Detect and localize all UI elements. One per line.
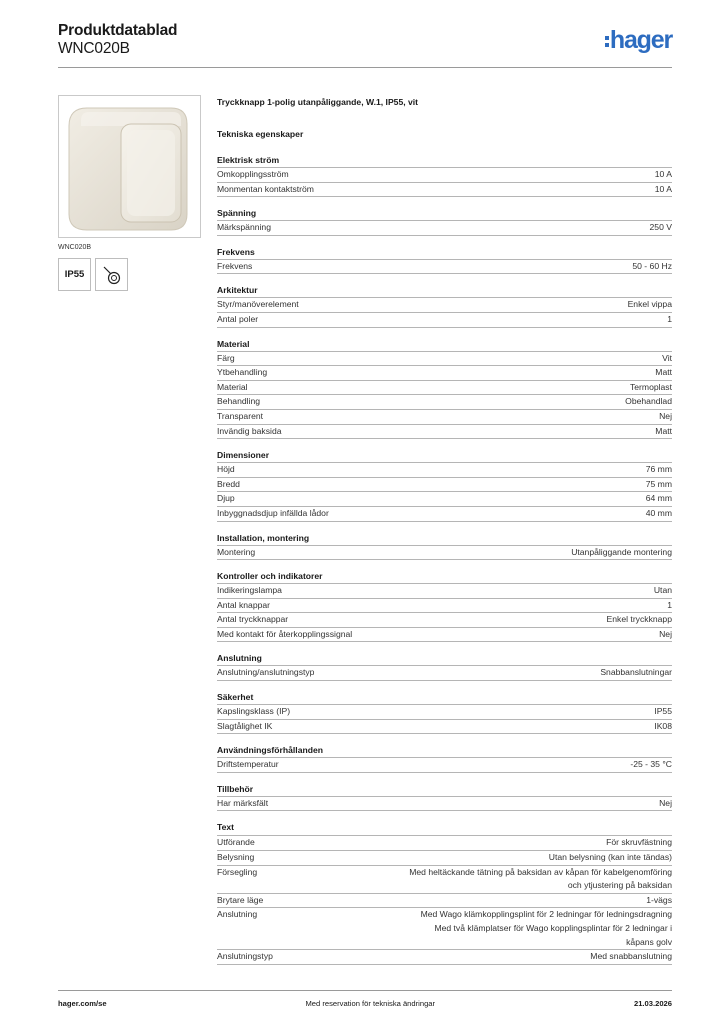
group-title: Spänning	[217, 208, 257, 219]
spec-label: Indikeringslampa	[217, 585, 282, 596]
logo-text: hager	[609, 25, 672, 54]
spec-row	[217, 312, 672, 328]
group-title: Elektrisk ström	[217, 155, 280, 165]
group-title: Text	[217, 822, 672, 836]
spec-label: Antal poler	[217, 313, 259, 324]
page-header	[58, 22, 672, 68]
spec-label: Invändig baksida	[217, 425, 282, 436]
spec-row	[217, 380, 672, 395]
group-title: Arkitektur	[217, 285, 258, 296]
spec-value: 10 A	[654, 169, 672, 179]
spec-row	[217, 394, 672, 409]
spec-group	[217, 285, 672, 327]
spec-row	[217, 462, 672, 477]
spec-label: Frekvens	[217, 260, 253, 271]
ip-rating-badge	[58, 258, 91, 291]
spec-value: Utan	[653, 585, 672, 596]
logo-dots-icon	[605, 36, 609, 47]
spec-label: Styr/manöverelement	[217, 299, 299, 310]
spec-label: Behandling	[217, 396, 261, 407]
spec-row	[217, 351, 672, 366]
footer-disclaimer: Med reservation för tekniska ändringar	[305, 999, 436, 1008]
spec-row	[217, 836, 672, 851]
spec-row	[217, 424, 672, 440]
spec-value: Obehandlad	[625, 396, 672, 407]
group-title: Användningsförhållanden	[217, 745, 323, 756]
spec-value: Nej	[659, 410, 672, 421]
spec-group	[217, 247, 672, 275]
spec-group	[217, 339, 672, 440]
spec-value: Med Wago klämkopplingsplint för 2 ledningar för ledningsdragning Med två klämplatser för Wago kopplingsplintar för 2 ledningar i kåpans golv	[420, 909, 672, 947]
spec-value: 1-vägs	[646, 894, 672, 905]
spec-label: Driftstemperatur	[217, 759, 279, 770]
spec-row	[217, 851, 672, 866]
spec-value: 250 V	[649, 222, 672, 233]
spec-label: Ytbehandling	[217, 367, 268, 378]
hager-logo	[605, 26, 672, 54]
spec-label: Transparent	[217, 410, 264, 421]
group-title: Material	[217, 338, 250, 349]
spec-label: Belysning	[217, 852, 255, 863]
spec-value: 64 mm	[645, 493, 672, 504]
spec-label: Med kontakt för återkopplingssignal	[217, 628, 353, 639]
spec-value: Snabbanslutningar	[600, 667, 672, 678]
spec-label: Brytare läge	[217, 894, 264, 905]
group-title: Installation, montering	[217, 532, 310, 543]
page-footer	[58, 990, 672, 1008]
spec-label: Färg	[217, 352, 235, 363]
footer-date: 21.03.2026	[633, 999, 672, 1008]
spec-groups	[217, 155, 672, 811]
spec-value: Nej	[659, 628, 672, 639]
spec-label: Bredd	[217, 478, 240, 489]
spec-value: 1	[667, 313, 672, 324]
specs-title: Tekniska egenskaper	[217, 129, 304, 139]
group-title: Dimensioner	[217, 450, 270, 461]
footer-website: hager.com/se	[58, 999, 107, 1008]
text-group	[217, 822, 672, 964]
spec-value: -25 - 35 °C	[630, 759, 672, 770]
spec-row	[217, 182, 672, 198]
spec-label: Monmentan kontaktström	[217, 183, 314, 194]
spec-content	[217, 97, 672, 976]
spec-row	[217, 612, 672, 627]
spec-label: Material	[217, 381, 248, 392]
spec-row	[217, 866, 672, 894]
spec-label: Höjd	[217, 464, 235, 475]
spec-value: IK08	[654, 720, 672, 731]
spec-row	[217, 506, 672, 522]
document-title: Produktdatablad	[58, 22, 178, 39]
spec-row	[217, 259, 672, 275]
spec-group	[217, 533, 672, 561]
spec-row	[217, 908, 672, 950]
spec-group	[217, 155, 672, 197]
spec-group	[217, 208, 672, 236]
spec-label: Kapslingsklass (IP)	[217, 706, 291, 717]
spec-value: 40 mm	[645, 507, 672, 518]
spec-row	[217, 894, 672, 909]
spec-value: Matt	[655, 425, 672, 436]
spec-group	[217, 745, 672, 773]
spec-row	[217, 365, 672, 380]
spec-label: Har märksfält	[217, 797, 269, 808]
spec-value: 75 mm	[645, 478, 672, 489]
spec-value: Vit	[662, 352, 672, 363]
spec-group	[217, 571, 672, 642]
spec-group	[217, 784, 672, 812]
spec-value: Med snabbanslutning	[590, 951, 672, 962]
spec-label: Djup	[217, 493, 235, 504]
spec-value: Utan belysning (kan inte tändas)	[548, 852, 672, 863]
group-title: Anslutning	[217, 653, 262, 664]
spec-row	[217, 167, 672, 182]
spec-row	[217, 719, 672, 735]
spec-label: Montering	[217, 546, 256, 557]
spec-row	[217, 757, 672, 773]
spec-value: 10 A	[654, 183, 672, 194]
spec-group	[217, 692, 672, 734]
group-title: Frekvens	[217, 246, 255, 257]
spec-label: Utförande	[217, 837, 255, 848]
spec-label: Omkopplingsström	[217, 169, 289, 179]
spec-value: För skruvfästning	[606, 837, 672, 848]
image-caption: WNC020B	[58, 244, 92, 251]
group-title: Tillbehör	[217, 783, 254, 794]
spec-row	[217, 796, 672, 812]
spec-row	[217, 950, 672, 965]
product-description: Tryckknapp 1-polig utanpåliggande, W.1, IP55, vit	[217, 97, 419, 107]
spec-row	[217, 598, 672, 613]
spec-row	[217, 297, 672, 312]
screw-terminal-icon	[101, 264, 123, 286]
spec-value: IP55	[654, 706, 672, 717]
spec-row	[217, 477, 672, 492]
spec-row	[217, 665, 672, 681]
spec-value: Enkel tryckknapp	[606, 614, 672, 625]
spec-label: Slagtålighet IK	[217, 720, 273, 731]
spec-label: Inbyggnadsdjup infällda lådor	[217, 507, 329, 518]
group-title: Kontroller och indikatorer	[217, 571, 323, 582]
spec-value: Matt	[655, 367, 672, 378]
spec-group	[217, 450, 672, 521]
spec-row	[217, 491, 672, 506]
spec-row	[217, 545, 672, 561]
screw-terminal-badge	[95, 258, 128, 291]
spec-label: Antal tryckknappar	[217, 614, 289, 625]
spec-label: Märkspänning	[217, 222, 271, 233]
spec-row	[217, 627, 672, 643]
spec-value: Utanpåliggande montering	[571, 546, 672, 557]
spec-value: Med heltäckande tätning på baksidan av kåpan för kabelgenomföring och ytjustering på baksidan	[409, 866, 672, 891]
spec-row	[217, 704, 672, 719]
spec-value: 1	[667, 599, 672, 610]
spec-label: Anslutning	[217, 909, 258, 920]
spec-label: Anslutningstyp	[217, 951, 273, 962]
spec-value: 76 mm	[645, 464, 672, 475]
spec-value: Nej	[659, 797, 672, 808]
property-badges	[58, 258, 128, 291]
spec-label: Anslutning/anslutningstyp	[217, 667, 315, 678]
product-image	[58, 95, 201, 238]
spec-row	[217, 583, 672, 598]
group-title: Säkerhet	[217, 692, 254, 703]
ip-rating-label: IP55	[64, 269, 85, 280]
spec-row	[217, 220, 672, 236]
spec-value: Enkel vippa	[627, 299, 672, 310]
spec-label: Försegling	[217, 866, 258, 877]
product-code: WNC020B	[58, 40, 130, 57]
spec-row	[217, 409, 672, 424]
push-button-switch-icon	[59, 96, 200, 237]
spec-label: Antal knappar	[217, 599, 271, 610]
spec-value: 50 - 60 Hz	[632, 260, 672, 271]
spec-value: Termoplast	[629, 381, 672, 392]
spec-group	[217, 653, 672, 681]
